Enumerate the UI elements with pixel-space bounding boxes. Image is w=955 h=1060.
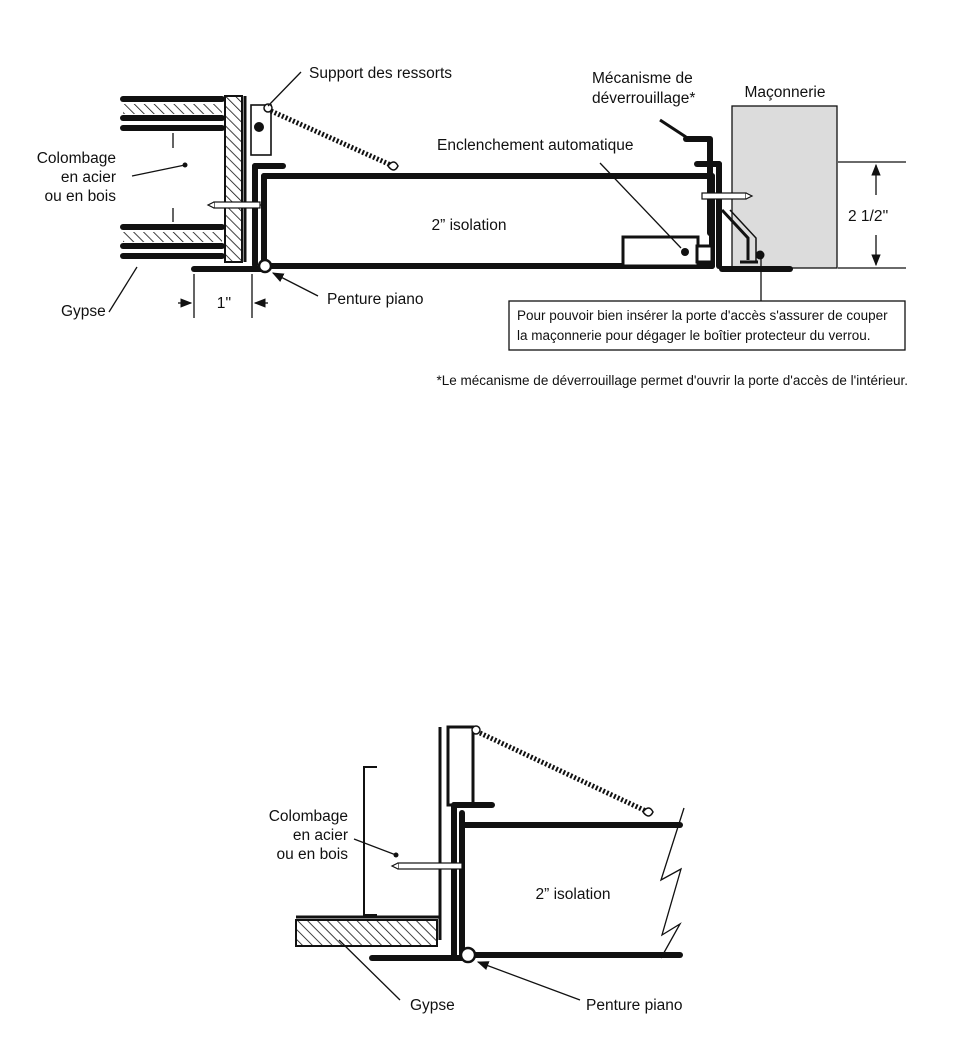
- label-stud-bottom-3: ou en bois: [276, 846, 348, 863]
- label-stud-1: Colombage: [36, 150, 116, 167]
- label-dimension-width: 1'': [216, 295, 232, 312]
- label-unlock-mechanism-1: Mécanisme de: [592, 70, 693, 87]
- label-stud-3: ou en bois: [44, 188, 116, 205]
- label-spring-support: Support des ressorts: [309, 65, 453, 82]
- label-masonry: Maçonnerie: [744, 84, 826, 101]
- label-insulation-bottom: 2” isolation: [535, 886, 611, 903]
- label-stud-bottom-2: en acier: [292, 827, 348, 844]
- label-unlock-mechanism-2: déverrouillage*: [592, 90, 696, 107]
- label-dimension-height: 2 1/2'': [848, 208, 889, 225]
- spring: [271, 111, 393, 166]
- gypsum-panel-top: [225, 96, 242, 262]
- note-line-1: Pour pouvoir bien insérer la porte d'accès s'assurer de couper: [517, 308, 888, 323]
- note-line-2: la maçonnerie pour dégager le boîtier protecteur du verrou.: [517, 328, 871, 343]
- label-piano-hinge-top: Penture piano: [327, 291, 424, 308]
- bottom-section-drawing: [296, 726, 684, 1000]
- stud-lower: [123, 208, 222, 256]
- stud-channel-bottom: [364, 767, 377, 915]
- label-stud-2: en acier: [60, 169, 116, 186]
- spring-support-bracket-bottom: [448, 727, 473, 805]
- piano-hinge-top: [259, 260, 271, 272]
- label-gypsum-bottom: Gypse: [410, 997, 455, 1014]
- piano-hinge-bottom: [461, 948, 475, 962]
- break-line: [661, 808, 684, 958]
- gypsum-panel-bottom: [296, 920, 437, 946]
- footnote: *Le mécanisme de déverrouillage permet d'ouvrir la porte d'accès de l'intérieur.: [436, 373, 908, 388]
- label-stud-bottom-1: Colombage: [268, 808, 348, 825]
- label-gypsum-top: Gypse: [61, 303, 106, 320]
- label-auto-latch: Enclenchement automatique: [437, 137, 634, 154]
- label-insulation-top: 2” isolation: [431, 217, 507, 234]
- stud-upper: [123, 99, 222, 148]
- spring-bottom: [480, 733, 648, 812]
- label-piano-hinge-bottom: Penture piano: [586, 997, 683, 1014]
